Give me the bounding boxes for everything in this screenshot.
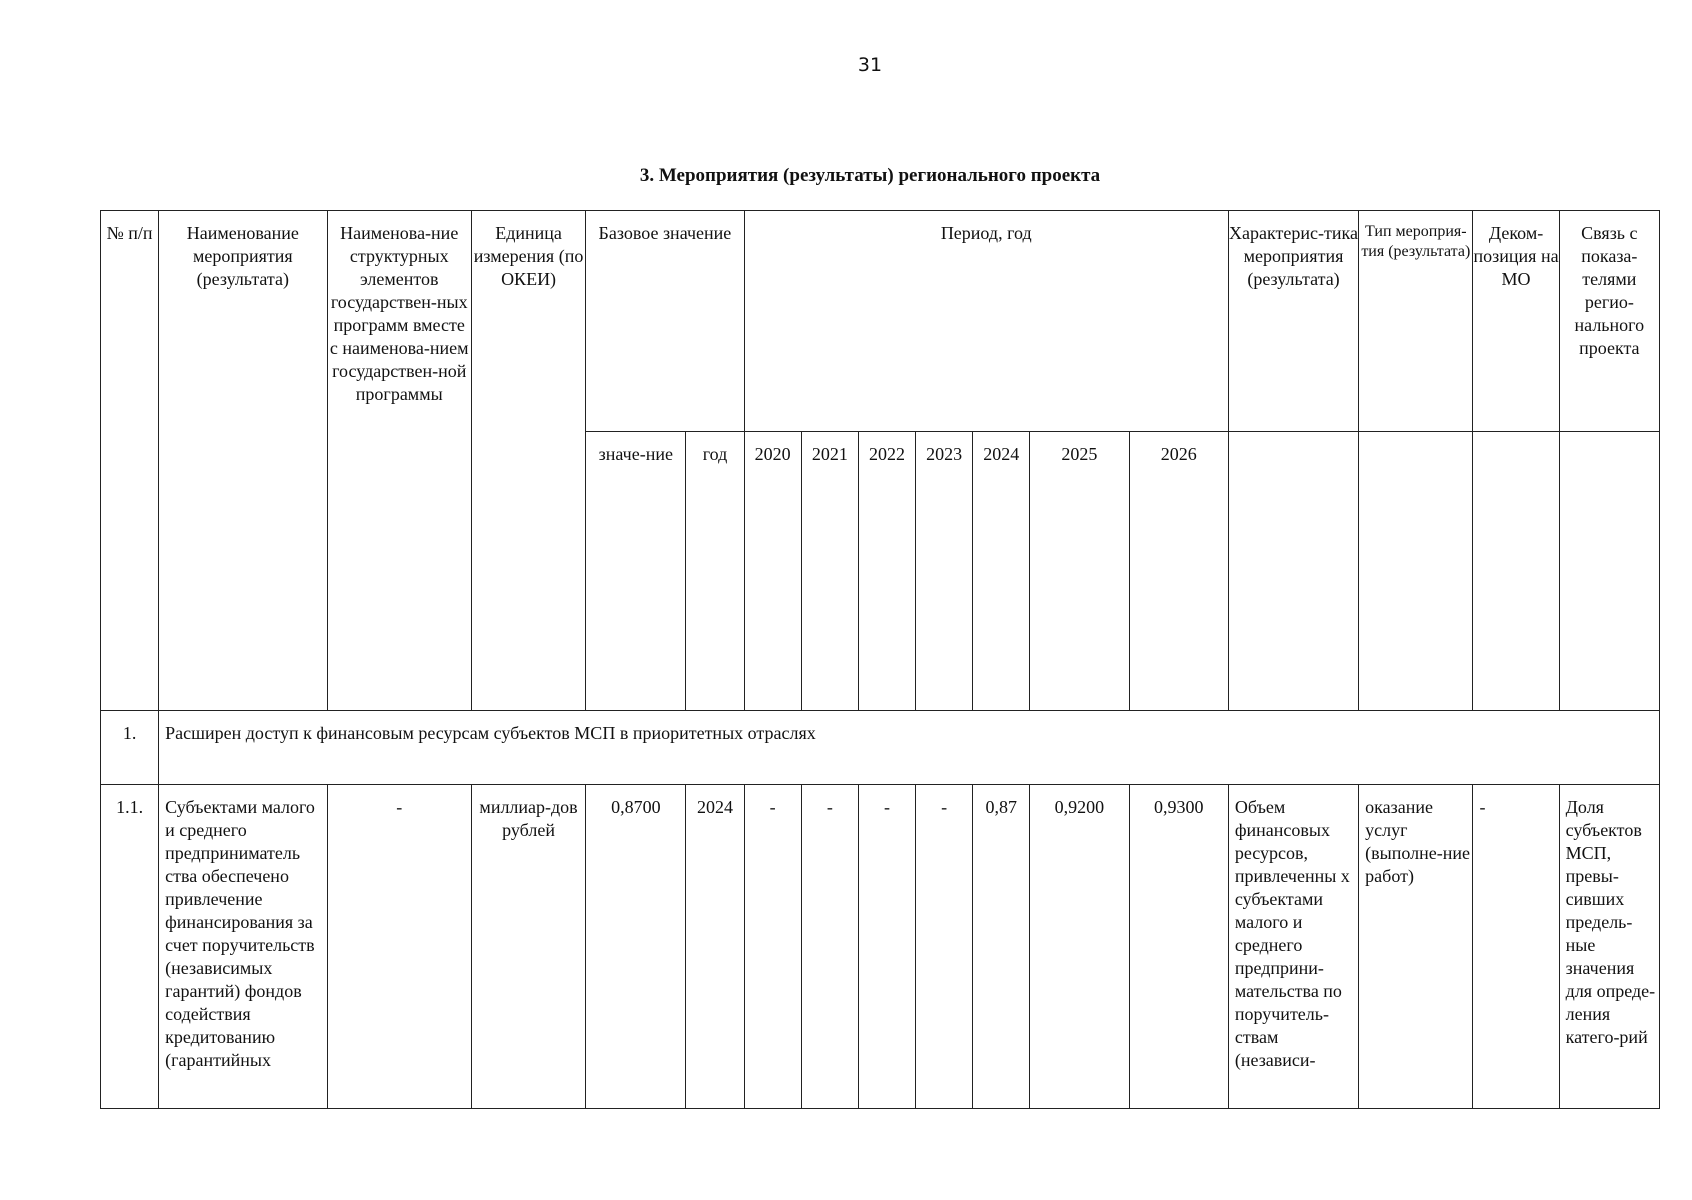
row-name: Субъектами малого и среднего предприниматель ства обеспечено привлечение финансирования за счет поручительств (независимых гарантий) фондов содействия кредитованию (гарантийных <box>159 785 327 1109</box>
header-year: 2022 <box>858 432 915 711</box>
header-period: Период, год <box>744 211 1228 432</box>
row-type: оказание услуг (выполне-ние работ) <box>1359 785 1473 1109</box>
activities-table <box>100 210 1660 1109</box>
row-unit: миллиар-дов рублей <box>471 785 585 1109</box>
row-year-value: - <box>744 785 801 1109</box>
row-link: Доля субъектов МСП, превы-сивших предель-ные значения для опреде-ления катего-рий <box>1559 785 1659 1109</box>
header-empty <box>1559 432 1659 711</box>
header-year: 2021 <box>801 432 858 711</box>
page-number: 31 <box>857 54 883 76</box>
section-text: Расширен доступ к финансовым ресурсам субъектов МСП в приоритетных отраслях <box>159 711 1660 785</box>
header-struct: Наименова-ние структурных элементов государствен-ных программ вместе с наименова-нием государствен-ной программы <box>327 211 471 711</box>
header-unit: Единица измерения (по ОКЕИ) <box>471 211 585 711</box>
header-base-year: год <box>686 432 744 711</box>
header-year: 2024 <box>973 432 1030 711</box>
row-year-value: - <box>916 785 973 1109</box>
header-year: 2020 <box>744 432 801 711</box>
row-decomp: - <box>1473 785 1559 1109</box>
header-type: Тип мероприя-тия (результата) <box>1359 211 1473 432</box>
header-base-value: значе-ние <box>586 432 686 711</box>
row-year-value: 0,87 <box>973 785 1030 1109</box>
header-character: Характерис-тика мероприятия (результата) <box>1228 211 1358 432</box>
header-name: Наименование мероприятия (результата) <box>159 211 327 711</box>
header-year: 2025 <box>1030 432 1129 711</box>
header-base: Базовое значение <box>586 211 744 432</box>
section-num: 1. <box>101 711 159 785</box>
header-empty <box>1359 432 1473 711</box>
section-title: 3. Мероприятия (результаты) регионального проекта <box>639 165 1101 186</box>
header-year: 2023 <box>916 432 973 711</box>
section-row <box>101 711 1660 785</box>
header-link: Связь с показа-телями регио-нального проекта <box>1559 211 1659 432</box>
table-row <box>101 785 1660 1109</box>
row-year-value: 0,9300 <box>1129 785 1228 1109</box>
header-empty <box>1228 432 1358 711</box>
row-year-value: 0,9200 <box>1030 785 1129 1109</box>
header-decomp: Деком-позиция на МО <box>1473 211 1559 432</box>
row-base-year: 2024 <box>686 785 744 1109</box>
header-empty <box>1473 432 1559 711</box>
row-character: Объем финансовых ресурсов, привлеченны х субъектами малого и среднего предприни-мательства по поручитель-ствам (независи- <box>1228 785 1358 1109</box>
row-year-value: - <box>858 785 915 1109</box>
row-base-value: 0,8700 <box>586 785 686 1109</box>
row-struct: - <box>327 785 471 1109</box>
header-year: 2026 <box>1129 432 1228 711</box>
header-num: № п/п <box>101 211 159 711</box>
row-num: 1.1. <box>101 785 159 1109</box>
row-year-value: - <box>801 785 858 1109</box>
